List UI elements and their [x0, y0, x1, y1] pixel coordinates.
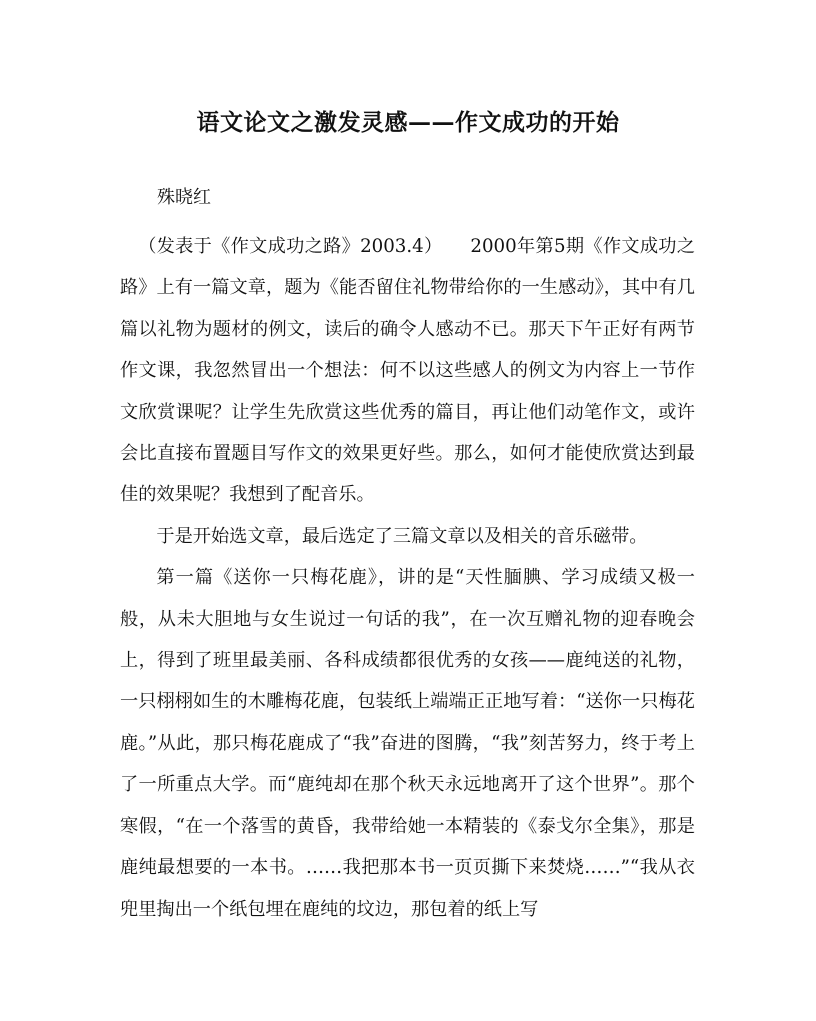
- paragraph-2: 于是开始选文章，最后选定了三篇文章以及相关的音乐磁带。: [156, 525, 648, 547]
- author-name: 殊晓红: [157, 187, 211, 208]
- paragraph-3: 第一篇《送你一只梅花鹿》，讲的是“天性腼腆、学习成绩又极一般，从未大胆地与女生说过一句话的我”，在一次互赠礼物的迎春晚会上，得到了班里最美丽、各科成绩都很优秀的女孩——鹿纯送的礼物，一只栩栩如生的木雕梅花鹿，包装纸上端端正正地写着：“送你一只梅花鹿。”从此，那只梅花鹿成了“我”奋进的图腾，“我”刻苦努力，终于考上了一所重点大学。而“鹿纯却在那个秋天永远地离开了这个世界”。那个寒假，“在一个落雪的黄昏，我带给她一本精装的《泰戈尔全集》，那是鹿纯最想要的一本书。……我把那本书一页页撕下来焚烧……”“我从衣兜里掏出一个纸包埋在鹿纯的坟边，那包着的纸上写: [120, 567, 695, 920]
- paragraph-1: （发表于《作文成功之路》2003.4） 2000年第5期《作文成功之路》上有一篇文章，题为《能否留住礼物带给你的一生感动》，其中有几篇以礼物为题材的例文，读后的确令人感动不已。那天下午正好有两节作文课，我忽然冒出一个想法：何不以这些感人的例文为内容上一节作文欣赏课呢？让学生先欣赏这些优秀的篇目，再让他们动笔作文，或许会比直接布置题目写作文的效果更好些。那么，如何才能使欣赏达到最佳的效果呢？我想到了配音乐。: [120, 236, 695, 506]
- article-body: [120, 226, 695, 930]
- page-title: 语文论文之激发灵感——作文成功的开始: [196, 109, 620, 136]
